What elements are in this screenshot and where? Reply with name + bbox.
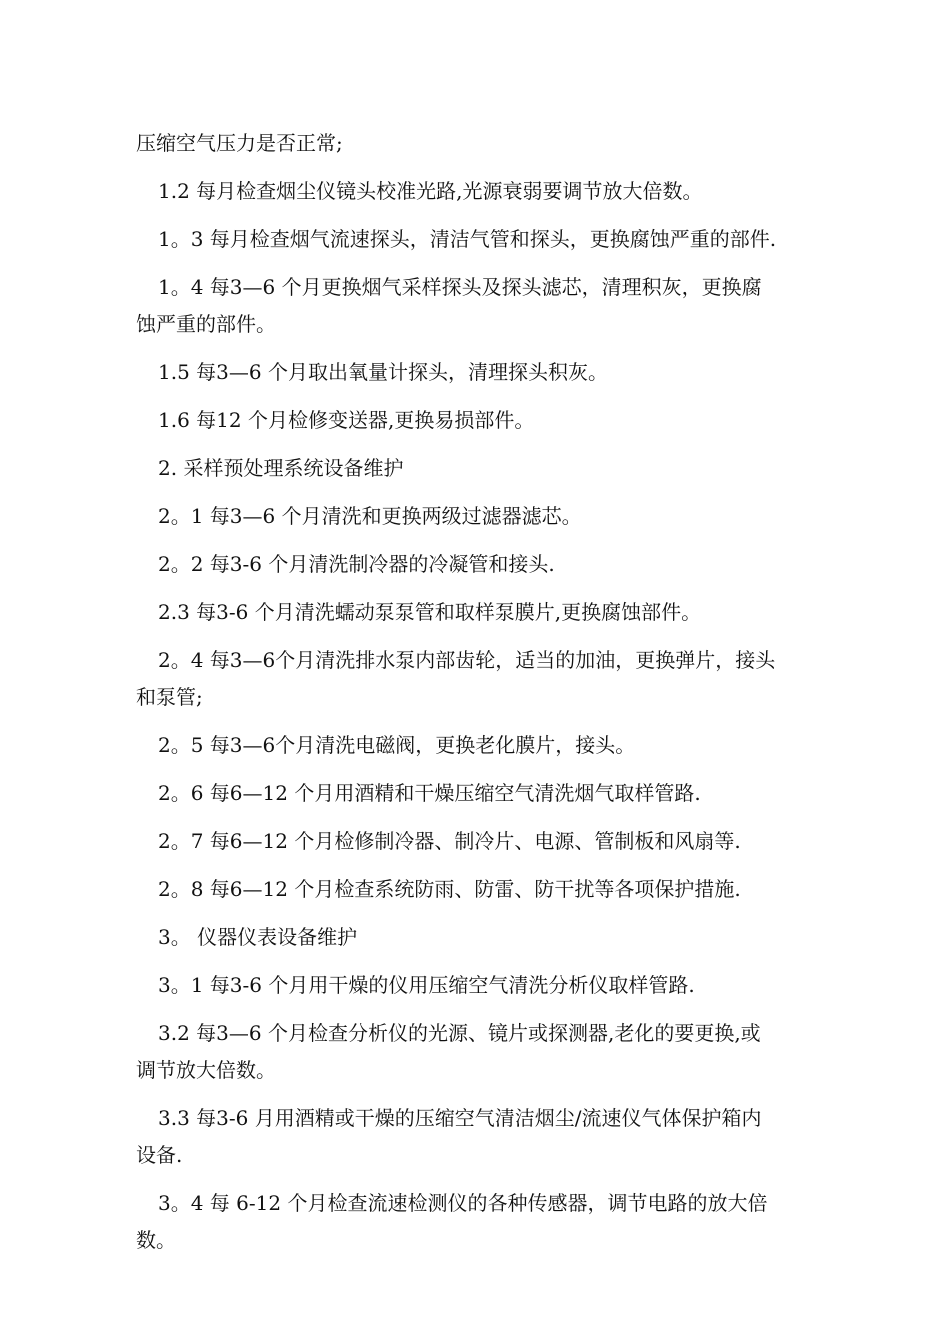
paragraph (136, 1100, 841, 1174)
text-line: 蚀严重的部件。 (136, 312, 276, 336)
text-line: 1。3 每月检查烟气流速探头，清洁气管和探头，更换腐蚀严重的部件. (158, 227, 777, 251)
paragraph (136, 727, 841, 764)
text-line: 数。 (136, 1228, 176, 1252)
paragraph (136, 775, 841, 812)
text-line: 2。8 每6—12 个月检查系统防雨、防雷、防干扰等各项保护措施. (158, 877, 741, 901)
text-line: 3。 仪器仪表设备维护 (158, 925, 358, 949)
text-line: 2。2 每3-6 个月清洗制冷器的冷凝管和接头. (158, 552, 555, 576)
paragraph (136, 221, 841, 258)
text-line: 3.2 每3—6 个月检查分析仪的光源、镜片或探测器,老化的要更换,或 (158, 1021, 761, 1045)
paragraph (136, 125, 841, 162)
paragraph (136, 823, 841, 860)
paragraph (136, 1015, 841, 1089)
text-line: 1。4 每3—6 个月更换烟气采样探头及探头滤芯，清理积灰，更换腐 (158, 275, 762, 299)
text-line: 3.3 每3-6 月用酒精或干燥的压缩空气清洁烟尘/流速仪气体保护箱内 (158, 1106, 762, 1130)
paragraph (136, 173, 841, 210)
document-body (136, 114, 841, 1259)
text-line: 2。7 每6—12 个月检修制冷器、制冷片、电源、管制板和风扇等. (158, 829, 741, 853)
text-line: 调节放大倍数。 (136, 1058, 276, 1082)
text-line: 1.2 每月检查烟尘仪镜头校准光路,光源衰弱要调节放大倍数。 (158, 179, 703, 203)
text-line: 2。1 每3—6 个月清洗和更换两级过滤器滤芯。 (158, 504, 582, 528)
paragraph (136, 871, 841, 908)
paragraph (136, 1185, 841, 1259)
text-line: 2。6 每6—12 个月用酒精和干燥压缩空气清洗烟气取样管路. (158, 781, 701, 805)
paragraph (136, 594, 841, 631)
text-line: 设备. (136, 1143, 183, 1167)
text-line: 3。4 每 6-12 个月检查流速检测仪的各种传感器，调节电路的放大倍 (158, 1191, 768, 1215)
text-line: 2.3 每3-6 个月清洗蠕动泵泵管和取样泵膜片,更换腐蚀部件。 (158, 600, 702, 624)
paragraph (136, 402, 841, 439)
paragraph (136, 354, 841, 391)
text-line: 3。1 每3-6 个月用干燥的仪用压缩空气清洗分析仪取样管路. (158, 973, 695, 997)
paragraph (136, 269, 841, 343)
paragraph (136, 919, 841, 956)
paragraph (136, 498, 841, 535)
paragraph (136, 546, 841, 583)
paragraph (136, 450, 841, 487)
text-line: 1.6 每12 个月检修变送器,更换易损部件。 (158, 408, 535, 432)
text-line: 2。4 每3—6个月清洗排水泵内部齿轮，适当的加油，更换弹片，接头 (158, 648, 776, 672)
text-line: 1.5 每3—6 个月取出氧量计探头，清理探头积灰。 (158, 360, 608, 384)
paragraph (136, 967, 841, 1004)
paragraph (136, 642, 841, 716)
text-line: 2. 采样预处理系统设备维护 (158, 456, 404, 480)
text-line: 和泵管; (136, 685, 203, 709)
text-line: 2。5 每3—6个月清洗电磁阀，更换老化膜片，接头。 (158, 733, 636, 757)
text-line: 压缩空气压力是否正常; (136, 131, 343, 155)
